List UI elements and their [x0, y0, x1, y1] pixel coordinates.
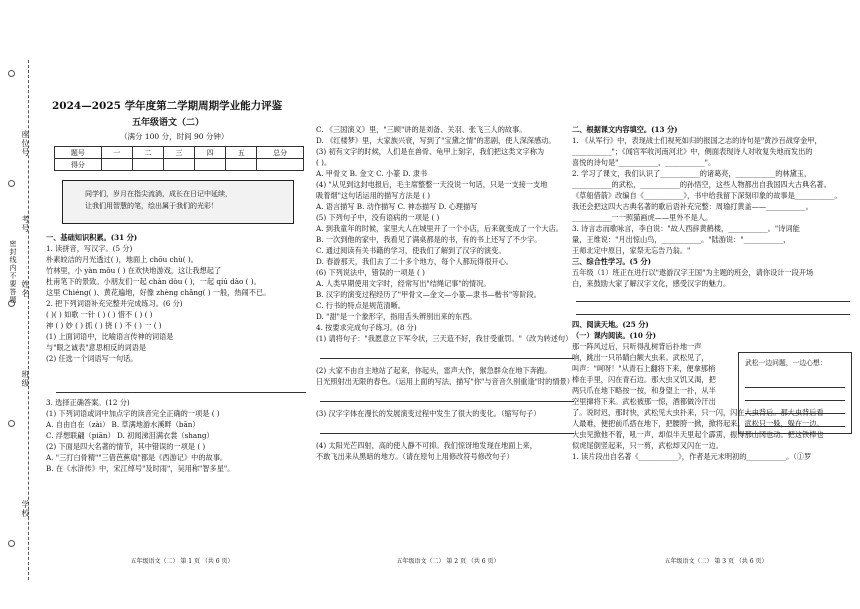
question-line: 白，来鼓励大家了解汉字文化，感受汉字的魅力。 [572, 279, 731, 288]
question-line: A. 人类早期使用文字时，经常写出"结绳记事"的情况。 [316, 279, 491, 288]
banner-line: 让我们用智慧的笔，绘出属于我们的光彩！ [85, 202, 218, 210]
question-line: 3. 诗言志而歌咏言，李白说："故人西辞黄鹤楼，___________。"诗词能 [572, 224, 800, 233]
answer-line[interactable] [56, 364, 306, 393]
page-footer: 五年级语文（二） 第 1 页 （共 6 页） [130, 558, 234, 565]
answer-line[interactable] [745, 388, 845, 401]
question-line: 不敢飞出来从黑暗的地方。（请在原句上用修改符号修改句子） [316, 452, 514, 461]
passage-line: 空里撺将下来。武松被那一惊，酒都做冷汗出 [572, 397, 716, 406]
section-1-continued [316, 124, 578, 462]
question-line: ___________"；《闻官军收河南河北》中，侧面表现诗人对收复失地而发出的 [572, 147, 813, 156]
question-line: 2. 学习了课文，我们认识了___________的诸葛亮，___________的林黛玉， [572, 169, 812, 178]
question-line: ( )。 [316, 158, 332, 167]
answer-line[interactable] [745, 377, 845, 388]
question-line: 这里 Chiéng( )、黄花遍地，好像 zhèng chǎng( ) 一般，热闹不已。 [46, 288, 271, 297]
question-line: D. 春游那天，我们去了二十多个地方，每个人都玩得很开心。 [316, 257, 513, 266]
question-line: C. 行书的特点是规范清晰。 [316, 301, 405, 310]
question-line: 与"眼之诚表"意思相反的词语是 [46, 343, 147, 352]
question-line: ( )( ) 如歌 一针 ( ) ( ) 惜不 ( ) ( ) [46, 310, 153, 319]
exam-info: （满分 100 分，时间 90 分钟） [120, 132, 229, 141]
passage-line: 那一阵风过后，只听得乱树背后扑地一声 [572, 342, 702, 351]
binding-hole [8, 70, 15, 77]
score-cell[interactable] [101, 159, 132, 171]
answer-line[interactable] [320, 387, 574, 402]
exam-title: 2024—2025 学年度第二学期周期学业能力评鉴 [52, 100, 283, 112]
question-line: ___________一一照猫画虎——里外不是人。 [572, 213, 713, 222]
passage-line: 响，跳出一只吊睛白额大虫来。武松见了， [572, 353, 709, 362]
binding-hole [8, 540, 15, 547]
side-box-title: 武松一边问题，一边心想： [745, 359, 827, 367]
score-cell[interactable] [257, 159, 304, 171]
exam-number-label: 考号 [21, 215, 30, 233]
score-header-cell: 二 [132, 147, 163, 159]
question-line: C. 浮想联翩（piān） D. 初闻涕泪满衣裳（shang） [46, 431, 214, 440]
question-line: 神 ( ) 妙 ( ) 抓 ( ) 挠 ( ) 不 ( ) 一 ( ) [46, 321, 162, 330]
passage-line: 1. 读片段出自名著《___________》，作者是元末明初的___________。（①罗 [572, 452, 812, 461]
question-line: B. 汉字的演变过程经历了"甲骨文—金文—小篆—隶书—楷书"等阶段。 [316, 290, 541, 299]
question-line: (2) 大家不由自主地站了起来，你起头，雷声大作，猴急群众在地下奔跑。 [316, 366, 552, 375]
passage-line: 了。说时迟，那时快，武松见大虫扑来，只一闪，闪在大虫背后。那大虫背后看 [572, 408, 824, 417]
score-cell[interactable] [132, 159, 163, 171]
motivation-banner [62, 180, 294, 224]
passage-line: 叫声："呵呀！"从青石上翻将下来，便拿那梢 [572, 364, 716, 373]
question-line: (2) 下面是四大名著的情节，其中错误的一项是 ( ) [46, 442, 206, 451]
question-line: 喜悦的诗句是"___________，___________"。 [572, 158, 716, 167]
question-line: C. 《三国演义》里，"三顾"讲的是刘备、关羽、张飞三人的故事。 [316, 125, 527, 134]
question-line: 五年级（1）班正在进行以"遨游汉字王国"为主题的班会，请你设计一段开场 [572, 268, 814, 277]
question-line: (3) 初有文字的时候，人们是在兽骨、龟甲上刻字，我们把这类文字称为 [316, 147, 545, 156]
score-cell[interactable] [163, 159, 194, 171]
section-heading: 一、基础知识积累。(31 分) [46, 233, 138, 242]
score-header-cell: 五 [226, 147, 257, 159]
question-line: 量，王维说："月出惊山鸟，___________。"陆游说："___________， [572, 235, 791, 244]
section-heading: 三、综合性学习。(5 分) [572, 257, 651, 266]
answer-line[interactable] [320, 344, 574, 359]
question-line: 朴素皎洁的月光透过( )，地面上 chōu chù( )。 [46, 255, 198, 264]
question-line: (1) 请将句子："我愿意立下军令状，三天造不好，我甘受重罚。"（改为转述句） [316, 334, 573, 343]
question-line: A. 甲骨文 B. 金文 C. 小篆 D. 隶书 [316, 169, 428, 178]
question-line: 2. 把下列词语补充完整并完成练习。(6 分) [46, 299, 183, 308]
score-cell[interactable] [195, 159, 226, 171]
question-line: 日光照射出无限的春色。（运用上面的写法，描写"你"与音音久别重逢"时的情景） [316, 377, 574, 386]
question-line: D. 《红楼梦》里，大家族兴衰，写到了"宝黛之情"的悲剧，使人深深感动。 [316, 136, 556, 145]
answer-line[interactable] [745, 401, 845, 414]
question-line: (5) 下列句子中，没有语病的一项是 ( ) [316, 213, 440, 222]
question-line: (4) 太阳光芒四射，高的使人静不可抑。我们惊讶地发现在地面上来， [316, 441, 537, 450]
seat-number-label: 座位号 [21, 130, 30, 157]
question-line: 吸着烟"这句话运用的描写方法是 ( ) [316, 191, 431, 200]
question-line: 竹林里，小 yàn mǒu ( ) 在欢快地游戏，这让我想起了 [46, 266, 222, 275]
question-line: 杜甫笔下的景致。小朋友们一起 chàn dòu ( )，一起 qiú dào ( )。 [46, 277, 261, 286]
question-line: 4. 按要求完成句子练习。(8 分) [316, 323, 417, 332]
passage-line: 大虫见掀他不着，吼一声，却似半天里起个霹雳，振得那山冈也动。把这铁棒也 [572, 430, 824, 439]
exam-subtitle: 五年级语文（二） [132, 118, 205, 128]
question-line: 1. 《从军行》中，表现战士们视死如归的报国之志的诗句是"黄沙百战穿金甲， [572, 136, 822, 145]
passage-line: 似虎尾倒竖起来，只一剪，武松却又闪在一边。 [572, 441, 723, 450]
question-line: A. 自由自在（zài） B. 草满地游水溪畔（bān） [46, 420, 200, 429]
question-line: (2) 任选一个词语写一句话。 [46, 354, 138, 363]
section-1 [46, 232, 312, 474]
answer-line[interactable] [576, 302, 850, 315]
name-label: 姓名 [21, 280, 30, 298]
score-header-cell: 一 [101, 147, 132, 159]
question-line: 3. 选择正确答案。(12 分) [46, 398, 130, 407]
question-line: A. 到我童年的时候，家里大人在城里开了一个小店，后来就变成了一个大店。 [316, 224, 563, 233]
question-line: A. 语言描写 B. 动作描写 C. 神态描写 D. 心理描写 [316, 202, 478, 211]
score-row-label: 得分 [55, 159, 102, 171]
page-footer: 五年级语文（二） 第 2 页 （共 6 页） [396, 558, 500, 565]
question-line: 王师北定中原日，家祭无忘告乃翁。" [572, 246, 691, 255]
section-heading: 二、根据课文内容填空。(13 分) [572, 125, 678, 134]
passage-line: 两只爪在地下略按一按，和身望上一扑，从半 [572, 386, 716, 395]
question-line: 1. 读拼音，写汉字。(5 分) [46, 244, 133, 253]
question-line: B. 在《水浒传》中，宋江绰号"及时雨"，吴用称"智多星"。 [46, 464, 235, 473]
score-table [54, 146, 304, 171]
page-footer: 五年级语文（二） 第 3 页 （共 6 页） [664, 558, 768, 565]
question-line: C. 通过阅读有关书籍的学习，使我们了解到了汉字的演变。 [316, 246, 506, 255]
banner-line: 同学们，岁月在指尖流淌，成长在日记中延续， [85, 190, 232, 198]
side-answer-box [738, 352, 852, 434]
question-line: 我还会把这四大古典名著的歌后语补充完整：周瑜打黄盖——___________。 [572, 202, 813, 211]
class-label: 班级 [21, 370, 30, 388]
score-cell[interactable] [226, 159, 257, 171]
binding-hole [8, 420, 15, 427]
binding-strip [0, 0, 34, 609]
question-line: B. 一次到他的家中，我看见了满桌都是的书，有的书上还写了不少字。 [316, 235, 542, 244]
question-line: (4) "从见到这封电报后，毛主席整整一天没说一句话，只是一支接一支地 [316, 180, 548, 189]
sealed-line-notice: 密封线内不要答题 [9, 240, 17, 304]
answer-line[interactable] [745, 414, 845, 427]
question-line: (3) 汉字字体在漫长的发展演变过程中发生了很大的变化。（缩写句子） [316, 409, 541, 418]
school-label: 学校 [21, 500, 30, 518]
score-header-cell: 四 [195, 147, 226, 159]
question-line: ___________的武松，___________的孙悟空，这些人物都出自我国四大古典名著。 [572, 180, 831, 189]
score-header-cell: 总分 [257, 147, 304, 159]
passage-line: 棒在手里，闪在青石边。那大虫又饥又渴，把 [572, 375, 716, 384]
question-line: A. "三打白骨精""三借芭蕉扇"都是《西游记》中的故事。 [46, 453, 228, 462]
question-line: D. "甜"是一个象形字，指用舌头辨别出来的东西。 [316, 312, 477, 321]
subsection-heading: （一）课内阅读。(10 分) [572, 331, 656, 340]
score-header-cell: 题号 [55, 147, 102, 159]
answer-line[interactable] [576, 289, 850, 302]
binding-hole [8, 180, 15, 187]
question-line: (6) 下列说法中，错误的一项是 ( ) [316, 268, 425, 277]
section-heading: 四、阅读天地。(25 分) [572, 320, 649, 329]
question-line: 《草船借箭》改编自《___________》，书中给我留下深刻印象的故事是___________。 [572, 191, 842, 200]
answer-line[interactable] [320, 419, 574, 434]
question-line: (1) 下列词语或词中加点字的读音完全正确的一项是 ( ) [46, 409, 220, 418]
score-header-cell: 三 [163, 147, 194, 159]
passage-line: 人最难，便把前爪搭在地下，把腰胯一掀，掀将起来。武松只一躲，躲在一边。 [572, 419, 824, 428]
question-line: (1) 上面词语中，比喻语言传神的词语是 [46, 332, 174, 341]
